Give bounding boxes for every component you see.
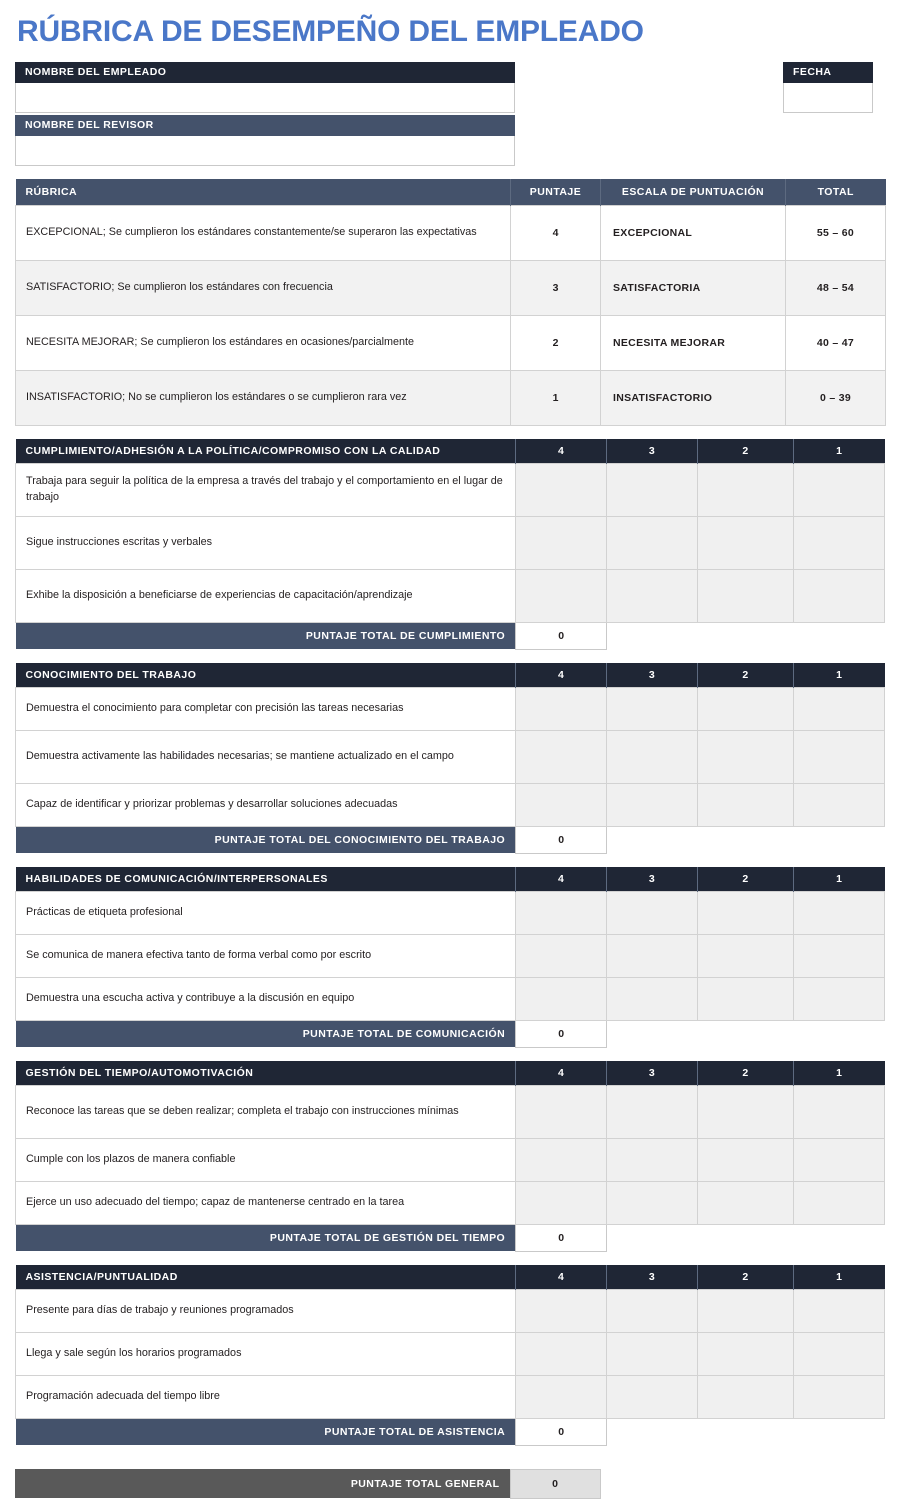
rating-column-header: 3 bbox=[607, 663, 698, 688]
rating-checkbox-cell[interactable] bbox=[607, 1289, 698, 1332]
table-row bbox=[16, 205, 886, 260]
rating-checkbox-cell[interactable] bbox=[516, 1375, 607, 1418]
criterion-table bbox=[15, 867, 885, 1048]
criterion-table bbox=[15, 439, 885, 650]
rating-column-header: 4 bbox=[516, 663, 607, 688]
rating-checkbox-cell[interactable] bbox=[607, 1138, 698, 1181]
rubric-total: 55 – 60 bbox=[786, 205, 886, 260]
grand-total-table bbox=[15, 1469, 885, 1499]
criterion-row bbox=[16, 687, 885, 730]
rating-checkbox-cell[interactable] bbox=[607, 783, 698, 826]
rating-checkbox-cell[interactable] bbox=[607, 569, 698, 622]
rating-checkbox-cell[interactable] bbox=[794, 1085, 885, 1138]
date-input[interactable] bbox=[783, 83, 873, 113]
rubric-scale: NECESITA MEJORAR bbox=[601, 315, 786, 370]
section-header-row bbox=[16, 1061, 885, 1086]
section-title: CUMPLIMIENTO/ADHESIÓN A LA POLÍTICA/COMPROMISO CON LA CALIDAD bbox=[16, 439, 516, 464]
grand-total-value: 0 bbox=[510, 1469, 600, 1498]
rating-checkbox-cell[interactable] bbox=[516, 977, 607, 1020]
rating-column-header: 1 bbox=[794, 867, 885, 892]
rating-checkbox-cell[interactable] bbox=[794, 730, 885, 783]
rating-checkbox-cell[interactable] bbox=[794, 1289, 885, 1332]
rating-checkbox-cell[interactable] bbox=[698, 1289, 794, 1332]
rating-column-header: 3 bbox=[607, 867, 698, 892]
subtotal-spacer bbox=[607, 1020, 885, 1047]
rating-checkbox-cell[interactable] bbox=[698, 463, 794, 516]
section-title: GESTIÓN DEL TIEMPO/AUTOMOTIVACIÓN bbox=[16, 1061, 516, 1086]
rubric-description: SATISFACTORIO; Se cumplieron los estándares con frecuencia bbox=[16, 260, 511, 315]
rating-checkbox-cell[interactable] bbox=[794, 783, 885, 826]
rating-checkbox-cell[interactable] bbox=[516, 569, 607, 622]
rating-column-header: 4 bbox=[516, 867, 607, 892]
section-subtotal-row bbox=[16, 1020, 885, 1047]
table-row bbox=[16, 315, 886, 370]
rating-checkbox-cell[interactable] bbox=[794, 1138, 885, 1181]
rating-checkbox-cell[interactable] bbox=[607, 687, 698, 730]
rubric-scale: EXCEPCIONAL bbox=[601, 205, 786, 260]
rating-column-header: 2 bbox=[698, 1061, 794, 1086]
subtotal-label: PUNTAJE TOTAL DE ASISTENCIA bbox=[16, 1418, 516, 1445]
rating-checkbox-cell[interactable] bbox=[607, 463, 698, 516]
rating-column-header: 2 bbox=[698, 867, 794, 892]
grand-total-spacer bbox=[600, 1469, 885, 1498]
rating-column-header: 3 bbox=[607, 1265, 698, 1290]
subtotal-value: 0 bbox=[516, 1224, 607, 1251]
rubric-body bbox=[16, 205, 886, 425]
rating-column-header: 3 bbox=[607, 439, 698, 464]
criterion-row bbox=[16, 783, 885, 826]
grand-total-label: PUNTAJE TOTAL GENERAL bbox=[15, 1469, 510, 1498]
criterion-row bbox=[16, 977, 885, 1020]
grand-total-row bbox=[15, 1469, 885, 1498]
rating-checkbox-cell[interactable] bbox=[516, 783, 607, 826]
section-subtotal-row bbox=[16, 826, 885, 853]
rating-checkbox-cell[interactable] bbox=[794, 891, 885, 934]
rating-checkbox-cell[interactable] bbox=[516, 934, 607, 977]
criterion-table bbox=[15, 663, 885, 854]
rating-checkbox-cell[interactable] bbox=[698, 730, 794, 783]
rating-checkbox-cell[interactable] bbox=[516, 1085, 607, 1138]
rating-column-header: 2 bbox=[698, 663, 794, 688]
rating-column-header: 4 bbox=[516, 1265, 607, 1290]
rating-checkbox-cell[interactable] bbox=[794, 1375, 885, 1418]
rating-column-header: 3 bbox=[607, 1061, 698, 1086]
rating-column-header: 1 bbox=[794, 439, 885, 464]
criterion-text: Prácticas de etiqueta profesional bbox=[16, 891, 516, 934]
rubric-header-total: TOTAL bbox=[817, 185, 854, 198]
criterion-row bbox=[16, 730, 885, 783]
section-header-row bbox=[16, 867, 885, 892]
rating-checkbox-cell[interactable] bbox=[607, 1375, 698, 1418]
rating-checkbox-cell[interactable] bbox=[607, 977, 698, 1020]
rating-checkbox-cell[interactable] bbox=[607, 891, 698, 934]
criterion-row bbox=[16, 1181, 885, 1224]
criterion-text: Demuestra activamente las habilidades necesarias; se mantiene actualizado en el campo bbox=[16, 730, 516, 783]
rating-checkbox-cell[interactable] bbox=[516, 463, 607, 516]
criterion-row bbox=[16, 1138, 885, 1181]
section-subtotal-row bbox=[16, 1224, 885, 1251]
rating-checkbox-cell[interactable] bbox=[516, 1181, 607, 1224]
rating-column-header: 4 bbox=[516, 439, 607, 464]
table-row bbox=[16, 260, 886, 315]
subtotal-spacer bbox=[607, 1224, 885, 1251]
reviewer-name-input[interactable] bbox=[15, 136, 515, 166]
rubric-total: 40 – 47 bbox=[786, 315, 886, 370]
rating-checkbox-cell[interactable] bbox=[698, 783, 794, 826]
rating-checkbox-cell[interactable] bbox=[794, 934, 885, 977]
rating-checkbox-cell[interactable] bbox=[607, 1332, 698, 1375]
rating-checkbox-cell[interactable] bbox=[516, 891, 607, 934]
rubric-total: 0 – 39 bbox=[786, 370, 886, 425]
date-label: FECHA bbox=[783, 62, 873, 83]
rating-checkbox-cell[interactable] bbox=[698, 1138, 794, 1181]
criterion-text: Demuestra una escucha activa y contribuye a la discusión en equipo bbox=[16, 977, 516, 1020]
criterion-text: Llega y sale según los horarios programados bbox=[16, 1332, 516, 1375]
rating-column-header: 1 bbox=[794, 1061, 885, 1086]
rating-checkbox-cell[interactable] bbox=[516, 1138, 607, 1181]
rating-checkbox-cell[interactable] bbox=[516, 1289, 607, 1332]
table-row bbox=[16, 370, 886, 425]
section-subtotal-row bbox=[16, 1418, 885, 1445]
rubric-description: NECESITA MEJORAR; Se cumplieron los estándares en ocasiones/parcialmente bbox=[16, 315, 511, 370]
rating-checkbox-cell[interactable] bbox=[698, 1332, 794, 1375]
criterion-text: Demuestra el conocimiento para completar con precisión las tareas necesarias bbox=[16, 687, 516, 730]
subtotal-label: PUNTAJE TOTAL DEL CONOCIMIENTO DEL TRABAJO bbox=[16, 826, 516, 853]
rubric-score: 4 bbox=[511, 205, 601, 260]
criterion-text: Se comunica de manera efectiva tanto de forma verbal como por escrito bbox=[16, 934, 516, 977]
section-title: HABILIDADES DE COMUNICACIÓN/INTERPERSONALES bbox=[16, 867, 516, 892]
subtotal-value: 0 bbox=[516, 826, 607, 853]
rating-checkbox-cell[interactable] bbox=[794, 1181, 885, 1224]
subtotal-value: 0 bbox=[516, 1418, 607, 1445]
section-title: ASISTENCIA/PUNTUALIDAD bbox=[16, 1265, 516, 1290]
subtotal-label: PUNTAJE TOTAL DE CUMPLIMIENTO bbox=[16, 622, 516, 649]
criterion-row bbox=[16, 516, 885, 569]
rubric-description: EXCEPCIONAL; Se cumplieron los estándares constantemente/se superaron las expectativas bbox=[16, 205, 511, 260]
criterion-table bbox=[15, 1061, 885, 1252]
rating-checkbox-cell[interactable] bbox=[794, 463, 885, 516]
criterion-row bbox=[16, 1085, 885, 1138]
rating-checkbox-cell[interactable] bbox=[607, 1085, 698, 1138]
section-header-row bbox=[16, 1265, 885, 1290]
subtotal-label: PUNTAJE TOTAL DE COMUNICACIÓN bbox=[16, 1020, 516, 1047]
section-header-row bbox=[16, 663, 885, 688]
criterion-text: Cumple con los plazos de manera confiable bbox=[16, 1138, 516, 1181]
rating-checkbox-cell[interactable] bbox=[794, 977, 885, 1020]
rating-column-header: 4 bbox=[516, 1061, 607, 1086]
employee-name-input[interactable] bbox=[15, 83, 515, 113]
section-subtotal-row bbox=[16, 622, 885, 649]
reviewer-name-label: NOMBRE DEL REVISOR bbox=[15, 115, 515, 136]
rating-checkbox-cell[interactable] bbox=[698, 569, 794, 622]
criterion-row bbox=[16, 569, 885, 622]
section-title: CONOCIMIENTO DEL TRABAJO bbox=[16, 663, 516, 688]
rating-column-header: 1 bbox=[794, 1265, 885, 1290]
rating-checkbox-cell[interactable] bbox=[698, 687, 794, 730]
rating-checkbox-cell[interactable] bbox=[698, 891, 794, 934]
rating-checkbox-cell[interactable] bbox=[698, 1181, 794, 1224]
criterion-text: Ejerce un uso adecuado del tiempo; capaz de mantenerse centrado en la tarea bbox=[16, 1181, 516, 1224]
criterion-text: Reconoce las tareas que se deben realizar; completa el trabajo con instrucciones mínimas bbox=[16, 1085, 516, 1138]
rubric-total: 48 – 54 bbox=[786, 260, 886, 315]
rating-checkbox-cell[interactable] bbox=[607, 1181, 698, 1224]
criterion-row bbox=[16, 1332, 885, 1375]
rating-checkbox-cell[interactable] bbox=[516, 730, 607, 783]
criterion-row bbox=[16, 1375, 885, 1418]
rating-checkbox-cell[interactable] bbox=[698, 1085, 794, 1138]
criterion-section bbox=[15, 1061, 885, 1252]
rubric-header-row bbox=[16, 179, 886, 206]
rubric-score: 1 bbox=[511, 370, 601, 425]
rubric-score: 2 bbox=[511, 315, 601, 370]
section-header-row bbox=[16, 439, 885, 464]
rating-checkbox-cell[interactable] bbox=[607, 730, 698, 783]
rating-checkbox-cell[interactable] bbox=[794, 516, 885, 569]
criterion-section bbox=[15, 867, 885, 1048]
employee-name-label: NOMBRE DEL EMPLEADO bbox=[15, 62, 515, 83]
rubric-scale-table bbox=[15, 179, 886, 426]
criterion-row bbox=[16, 934, 885, 977]
rating-column-header: 2 bbox=[698, 1265, 794, 1290]
criterion-table bbox=[15, 1265, 885, 1446]
criterion-section bbox=[15, 1265, 885, 1446]
criterion-text: Capaz de identificar y priorizar problemas y desarrollar soluciones adecuadas bbox=[16, 783, 516, 826]
criterion-text: Trabaja para seguir la política de la empresa a través del trabajo y el comportamiento en el lugar de trabajo bbox=[16, 463, 516, 516]
criterion-text: Presente para días de trabajo y reuniones programados bbox=[16, 1289, 516, 1332]
criterion-sections bbox=[15, 439, 885, 1446]
rubric-header-description: RÚBRICA bbox=[16, 179, 511, 206]
criterion-section bbox=[15, 663, 885, 854]
rating-checkbox-cell[interactable] bbox=[516, 516, 607, 569]
criterion-text: Programación adecuada del tiempo libre bbox=[16, 1375, 516, 1418]
criterion-row bbox=[16, 463, 885, 516]
rubric-header-scale: ESCALA DE PUNTUACIÓN bbox=[601, 179, 786, 206]
criterion-section bbox=[15, 439, 885, 650]
rubric-score: 3 bbox=[511, 260, 601, 315]
rating-column-header: 1 bbox=[794, 663, 885, 688]
criterion-row bbox=[16, 1289, 885, 1332]
subtotal-spacer bbox=[607, 826, 885, 853]
rating-checkbox-cell[interactable] bbox=[516, 1332, 607, 1375]
rating-checkbox-cell[interactable] bbox=[698, 516, 794, 569]
rating-checkbox-cell[interactable] bbox=[794, 1332, 885, 1375]
rating-checkbox-cell[interactable] bbox=[794, 569, 885, 622]
rating-checkbox-cell[interactable] bbox=[516, 687, 607, 730]
rating-checkbox-cell[interactable] bbox=[794, 687, 885, 730]
rubric-scale: SATISFACTORIA bbox=[601, 260, 786, 315]
rubric-description: INSATISFACTORIO; No se cumplieron los estándares o se cumplieron rara vez bbox=[16, 370, 511, 425]
rubric-scale: INSATISFACTORIO bbox=[601, 370, 786, 425]
rating-checkbox-cell[interactable] bbox=[698, 1375, 794, 1418]
rating-column-header: 2 bbox=[698, 439, 794, 464]
subtotal-value: 0 bbox=[516, 622, 607, 649]
subtotal-label: PUNTAJE TOTAL DE GESTIÓN DEL TIEMPO bbox=[16, 1224, 516, 1251]
identity-block bbox=[15, 62, 885, 170]
subtotal-value: 0 bbox=[516, 1020, 607, 1047]
rubric-header-score: PUNTAJE bbox=[511, 179, 601, 206]
rating-checkbox-cell[interactable] bbox=[698, 934, 794, 977]
rating-checkbox-cell[interactable] bbox=[607, 516, 698, 569]
criterion-text: Exhibe la disposición a beneficiarse de experiencias de capacitación/aprendizaje bbox=[16, 569, 516, 622]
rating-checkbox-cell[interactable] bbox=[698, 977, 794, 1020]
subtotal-spacer bbox=[607, 622, 885, 649]
rating-checkbox-cell[interactable] bbox=[607, 934, 698, 977]
subtotal-spacer bbox=[607, 1418, 885, 1445]
identity-left-column bbox=[15, 62, 515, 166]
identity-right-column bbox=[783, 62, 873, 113]
page-title: RÚBRICA DE DESEMPEÑO DEL EMPLEADO bbox=[17, 15, 644, 48]
criterion-text: Sigue instrucciones escritas y verbales bbox=[16, 516, 516, 569]
criterion-row bbox=[16, 891, 885, 934]
